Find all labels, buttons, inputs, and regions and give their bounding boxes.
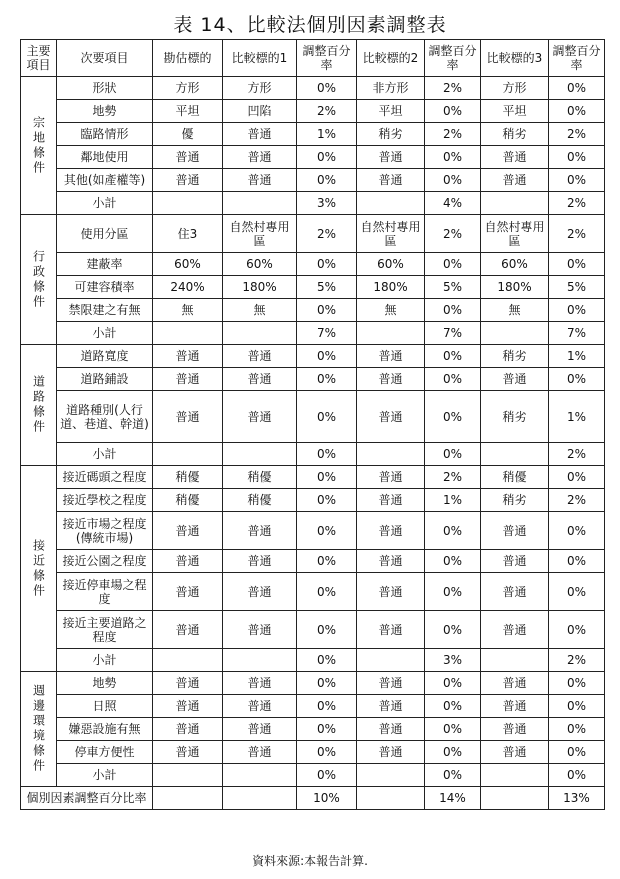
cell-value: 普通 [481,611,549,649]
total-value [223,787,297,810]
cell-value: 普通 [357,466,425,489]
cell-value: 普通 [153,368,223,391]
table-row [21,192,605,215]
cell-value: 普通 [357,169,425,192]
cell-value: 60% [223,253,297,276]
cell-value: 普通 [357,573,425,611]
source-note: 資料來源:本報告計算. [252,854,368,868]
total-value [153,787,223,810]
total-value [357,787,425,810]
cell-value: 0% [549,611,605,649]
total-value: 13% [549,787,605,810]
cell-value: 普通 [223,345,297,368]
cell-value: 0% [425,741,481,764]
cell-value: 60% [357,253,425,276]
cell-value: 普通 [153,611,223,649]
header-main-item: 主要項目 [21,40,57,77]
cell-value: 0% [549,741,605,764]
total-label: 個別因素調整百分比率 [21,787,153,810]
cell-value: 4% [425,192,481,215]
cell-value: 稍劣 [481,123,549,146]
cell-value [481,192,549,215]
cell-value: 0% [297,611,357,649]
category-cell [21,345,57,466]
cell-value: 稍優 [153,489,223,512]
table-row [21,550,605,573]
cell-value: 普通 [223,550,297,573]
cell-value [357,322,425,345]
cell-value: 0% [425,345,481,368]
table-row [21,123,605,146]
row-label: 禁限建之有無 [57,299,153,322]
cell-value: 普通 [223,695,297,718]
cell-value: 0% [297,443,357,466]
table-row [21,443,605,466]
cell-value: 平坦 [481,100,549,123]
cell-value: 0% [425,146,481,169]
cell-value: 0% [549,100,605,123]
cell-value: 無 [223,299,297,322]
cell-value: 0% [297,573,357,611]
table-row [21,391,605,443]
cell-value: 普通 [481,550,549,573]
cell-value: 7% [297,322,357,345]
category-cell [21,672,57,787]
row-label: 小計 [57,764,153,787]
header-comp1: 比較標的1 [223,40,297,77]
total-value: 10% [297,787,357,810]
cell-value: 0% [297,466,357,489]
cell-value: 2% [549,123,605,146]
cell-value: 普通 [223,573,297,611]
category-label: 週邊環境條件 [31,684,46,774]
cell-value: 2% [549,192,605,215]
cell-value: 0% [297,672,357,695]
cell-value: 2% [549,215,605,253]
cell-value: 0% [425,573,481,611]
cell-value: 5% [425,276,481,299]
cell-value: 2% [425,466,481,489]
cell-value: 0% [425,718,481,741]
cell-value: 稍劣 [481,391,549,443]
cell-value: 普通 [481,169,549,192]
cell-value: 0% [425,611,481,649]
table-row [21,466,605,489]
cell-value: 優 [153,123,223,146]
cell-value: 60% [153,253,223,276]
row-label: 道路鋪設 [57,368,153,391]
row-label: 小計 [57,192,153,215]
cell-value: 普通 [223,123,297,146]
cell-value: 普通 [223,718,297,741]
cell-value [153,322,223,345]
cell-value: 稍劣 [481,345,549,368]
cell-value: 方形 [223,77,297,100]
cell-value: 0% [297,718,357,741]
cell-value: 180% [481,276,549,299]
cell-value: 普通 [481,146,549,169]
cell-value [357,764,425,787]
cell-value: 0% [549,764,605,787]
cell-value: 0% [425,100,481,123]
cell-value: 普通 [481,512,549,550]
category-cell [21,215,57,345]
cell-value [223,443,297,466]
cell-value [481,322,549,345]
cell-value: 0% [297,512,357,550]
cell-value: 0% [549,718,605,741]
cell-value: 無 [153,299,223,322]
cell-value [153,443,223,466]
cell-value: 1% [425,489,481,512]
cell-value: 0% [549,672,605,695]
page-title: 表 14、比較法個別因素調整表 [173,14,447,36]
cell-value: 普通 [357,146,425,169]
row-label: 接近停車場之程度 [57,573,153,611]
cell-value: 0% [297,741,357,764]
cell-value: 60% [481,253,549,276]
row-label: 小計 [57,322,153,345]
cell-value: 3% [425,649,481,672]
header-comp2: 比較標的2 [357,40,425,77]
cell-value: 2% [549,443,605,466]
cell-value: 2% [425,123,481,146]
table-row [21,489,605,512]
cell-value: 凹陷 [223,100,297,123]
cell-value: 180% [223,276,297,299]
cell-value: 0% [425,299,481,322]
cell-value: 稍劣 [481,489,549,512]
cell-value: 0% [549,169,605,192]
cell-value: 2% [297,100,357,123]
cell-value [357,192,425,215]
table-row [21,649,605,672]
cell-value: 0% [549,368,605,391]
cell-value: 0% [549,77,605,100]
cell-value: 0% [297,345,357,368]
cell-value: 240% [153,276,223,299]
cell-value: 普通 [481,718,549,741]
cell-value: 普通 [357,611,425,649]
category-label: 行政條件 [31,249,46,310]
cell-value: 普通 [153,550,223,573]
cell-value: 0% [549,299,605,322]
cell-value: 0% [425,169,481,192]
cell-value: 普通 [357,672,425,695]
cell-value: 7% [549,322,605,345]
row-label: 地勢 [57,100,153,123]
cell-value: 7% [425,322,481,345]
row-label: 接近公園之程度 [57,550,153,573]
cell-value: 稍優 [153,466,223,489]
table-row [21,672,605,695]
cell-value: 0% [297,764,357,787]
row-label: 小計 [57,443,153,466]
cell-value: 0% [297,146,357,169]
cell-value: 普通 [223,611,297,649]
cell-value: 2% [425,215,481,253]
cell-value: 方形 [481,77,549,100]
cell-value: 0% [549,512,605,550]
cell-value: 5% [297,276,357,299]
cell-value [153,649,223,672]
cell-value: 0% [549,146,605,169]
row-label: 其他(如產權等) [57,169,153,192]
cell-value: 0% [297,253,357,276]
cell-value: 0% [425,443,481,466]
cell-value: 平坦 [153,100,223,123]
cell-value: 稍優 [481,466,549,489]
cell-value: 普通 [357,512,425,550]
cell-value: 無 [357,299,425,322]
individual-factor-adjustment-table [20,39,605,810]
cell-value: 普通 [153,695,223,718]
cell-value: 普通 [223,368,297,391]
cell-value: 普通 [481,672,549,695]
table-row [21,253,605,276]
cell-value: 無 [481,299,549,322]
cell-value: 0% [425,512,481,550]
cell-value: 0% [425,391,481,443]
cell-value: 0% [297,489,357,512]
cell-value: 普通 [223,391,297,443]
cell-value: 普通 [481,368,549,391]
cell-value: 0% [549,466,605,489]
cell-value: 0% [297,299,357,322]
cell-value [357,443,425,466]
row-label: 接近學校之程度 [57,489,153,512]
cell-value: 住3 [153,215,223,253]
row-label: 小計 [57,649,153,672]
header-comp3: 比較標的3 [481,40,549,77]
cell-value: 普通 [223,146,297,169]
cell-value: 0% [549,253,605,276]
cell-value: 普通 [153,391,223,443]
category-cell [21,77,57,215]
cell-value: 0% [549,550,605,573]
cell-value: 普通 [481,573,549,611]
cell-value: 0% [297,77,357,100]
cell-value: 0% [425,672,481,695]
cell-value [481,649,549,672]
cell-value: 普通 [357,345,425,368]
cell-value: 普通 [223,741,297,764]
cell-value: 2% [297,215,357,253]
total-value: 14% [425,787,481,810]
table-row [21,718,605,741]
row-label: 建蔽率 [57,253,153,276]
table-row [21,100,605,123]
header-sub-item: 次要項目 [57,40,153,77]
cell-value: 自然村專用區 [357,215,425,253]
table-row [21,276,605,299]
cell-value: 普通 [153,512,223,550]
cell-value: 普通 [153,741,223,764]
table-row [21,77,605,100]
cell-value: 0% [297,649,357,672]
cell-value: 1% [297,123,357,146]
table-row [21,368,605,391]
cell-value: 普通 [357,391,425,443]
row-label: 地勢 [57,672,153,695]
cell-value: 普通 [357,741,425,764]
cell-value: 180% [357,276,425,299]
cell-value [223,764,297,787]
category-cell [21,466,57,672]
cell-value [223,192,297,215]
cell-value: 普通 [357,718,425,741]
cell-value: 普通 [153,573,223,611]
row-label: 接近市場之程度(傳統市場) [57,512,153,550]
cell-value: 0% [425,368,481,391]
row-label: 停車方便性 [57,741,153,764]
table-row [21,215,605,253]
header-adj1: 調整百分率 [297,40,357,77]
cell-value [153,764,223,787]
cell-value: 自然村專用區 [223,215,297,253]
cell-value: 1% [549,345,605,368]
cell-value: 普通 [153,345,223,368]
category-label: 道路條件 [31,375,46,435]
cell-value: 0% [549,695,605,718]
row-label: 鄰地使用 [57,146,153,169]
header-adj2: 調整百分率 [425,40,481,77]
cell-value: 普通 [223,512,297,550]
total-value [481,787,549,810]
cell-value: 普通 [357,368,425,391]
row-label: 可建容積率 [57,276,153,299]
table-row [21,695,605,718]
total-row [21,787,605,810]
row-label: 臨路情形 [57,123,153,146]
cell-value [223,649,297,672]
cell-value [481,764,549,787]
cell-value: 稍劣 [357,123,425,146]
cell-value: 普通 [357,489,425,512]
cell-value: 0% [425,695,481,718]
table-row [21,345,605,368]
row-label: 嫌惡設施有無 [57,718,153,741]
cell-value: 0% [297,169,357,192]
cell-value: 0% [297,368,357,391]
cell-value: 普通 [153,169,223,192]
table-row [21,169,605,192]
header-subject: 勘估標的 [153,40,223,77]
header-row [21,40,605,77]
table-row [21,512,605,550]
table-row [21,146,605,169]
cell-value: 普通 [153,146,223,169]
row-label: 接近主要道路之程度 [57,611,153,649]
cell-value: 0% [297,391,357,443]
table-row [21,764,605,787]
cell-value [153,192,223,215]
cell-value [481,443,549,466]
row-label: 使用分區 [57,215,153,253]
cell-value [223,322,297,345]
table-row [21,611,605,649]
row-label: 接近碼頭之程度 [57,466,153,489]
category-label: 接近條件 [31,538,46,599]
row-label: 道路種別(人行道、巷道、幹道) [57,391,153,443]
row-label: 形狀 [57,77,153,100]
table-row [21,741,605,764]
cell-value: 普通 [481,695,549,718]
cell-value: 2% [549,489,605,512]
cell-value: 自然村專用區 [481,215,549,253]
cell-value: 0% [297,695,357,718]
cell-value: 稍優 [223,489,297,512]
cell-value: 2% [425,77,481,100]
cell-value: 方形 [153,77,223,100]
cell-value [357,649,425,672]
row-label: 日照 [57,695,153,718]
cell-value: 普通 [153,718,223,741]
category-label: 宗地條件 [31,115,46,176]
cell-value: 普通 [223,169,297,192]
cell-value: 稍優 [223,466,297,489]
cell-value: 普通 [357,550,425,573]
table-row [21,573,605,611]
table-row [21,322,605,345]
cell-value: 普通 [357,695,425,718]
cell-value: 普通 [153,672,223,695]
cell-value: 3% [297,192,357,215]
cell-value: 非方形 [357,77,425,100]
cell-value: 0% [549,573,605,611]
cell-value: 0% [297,550,357,573]
cell-value: 2% [549,649,605,672]
cell-value: 5% [549,276,605,299]
cell-value: 普通 [481,741,549,764]
table-row [21,299,605,322]
cell-value: 平坦 [357,100,425,123]
cell-value: 1% [549,391,605,443]
cell-value: 0% [425,550,481,573]
header-adj3: 調整百分率 [549,40,605,77]
cell-value: 0% [425,764,481,787]
row-label: 道路寬度 [57,345,153,368]
cell-value: 普通 [223,672,297,695]
cell-value: 0% [425,253,481,276]
